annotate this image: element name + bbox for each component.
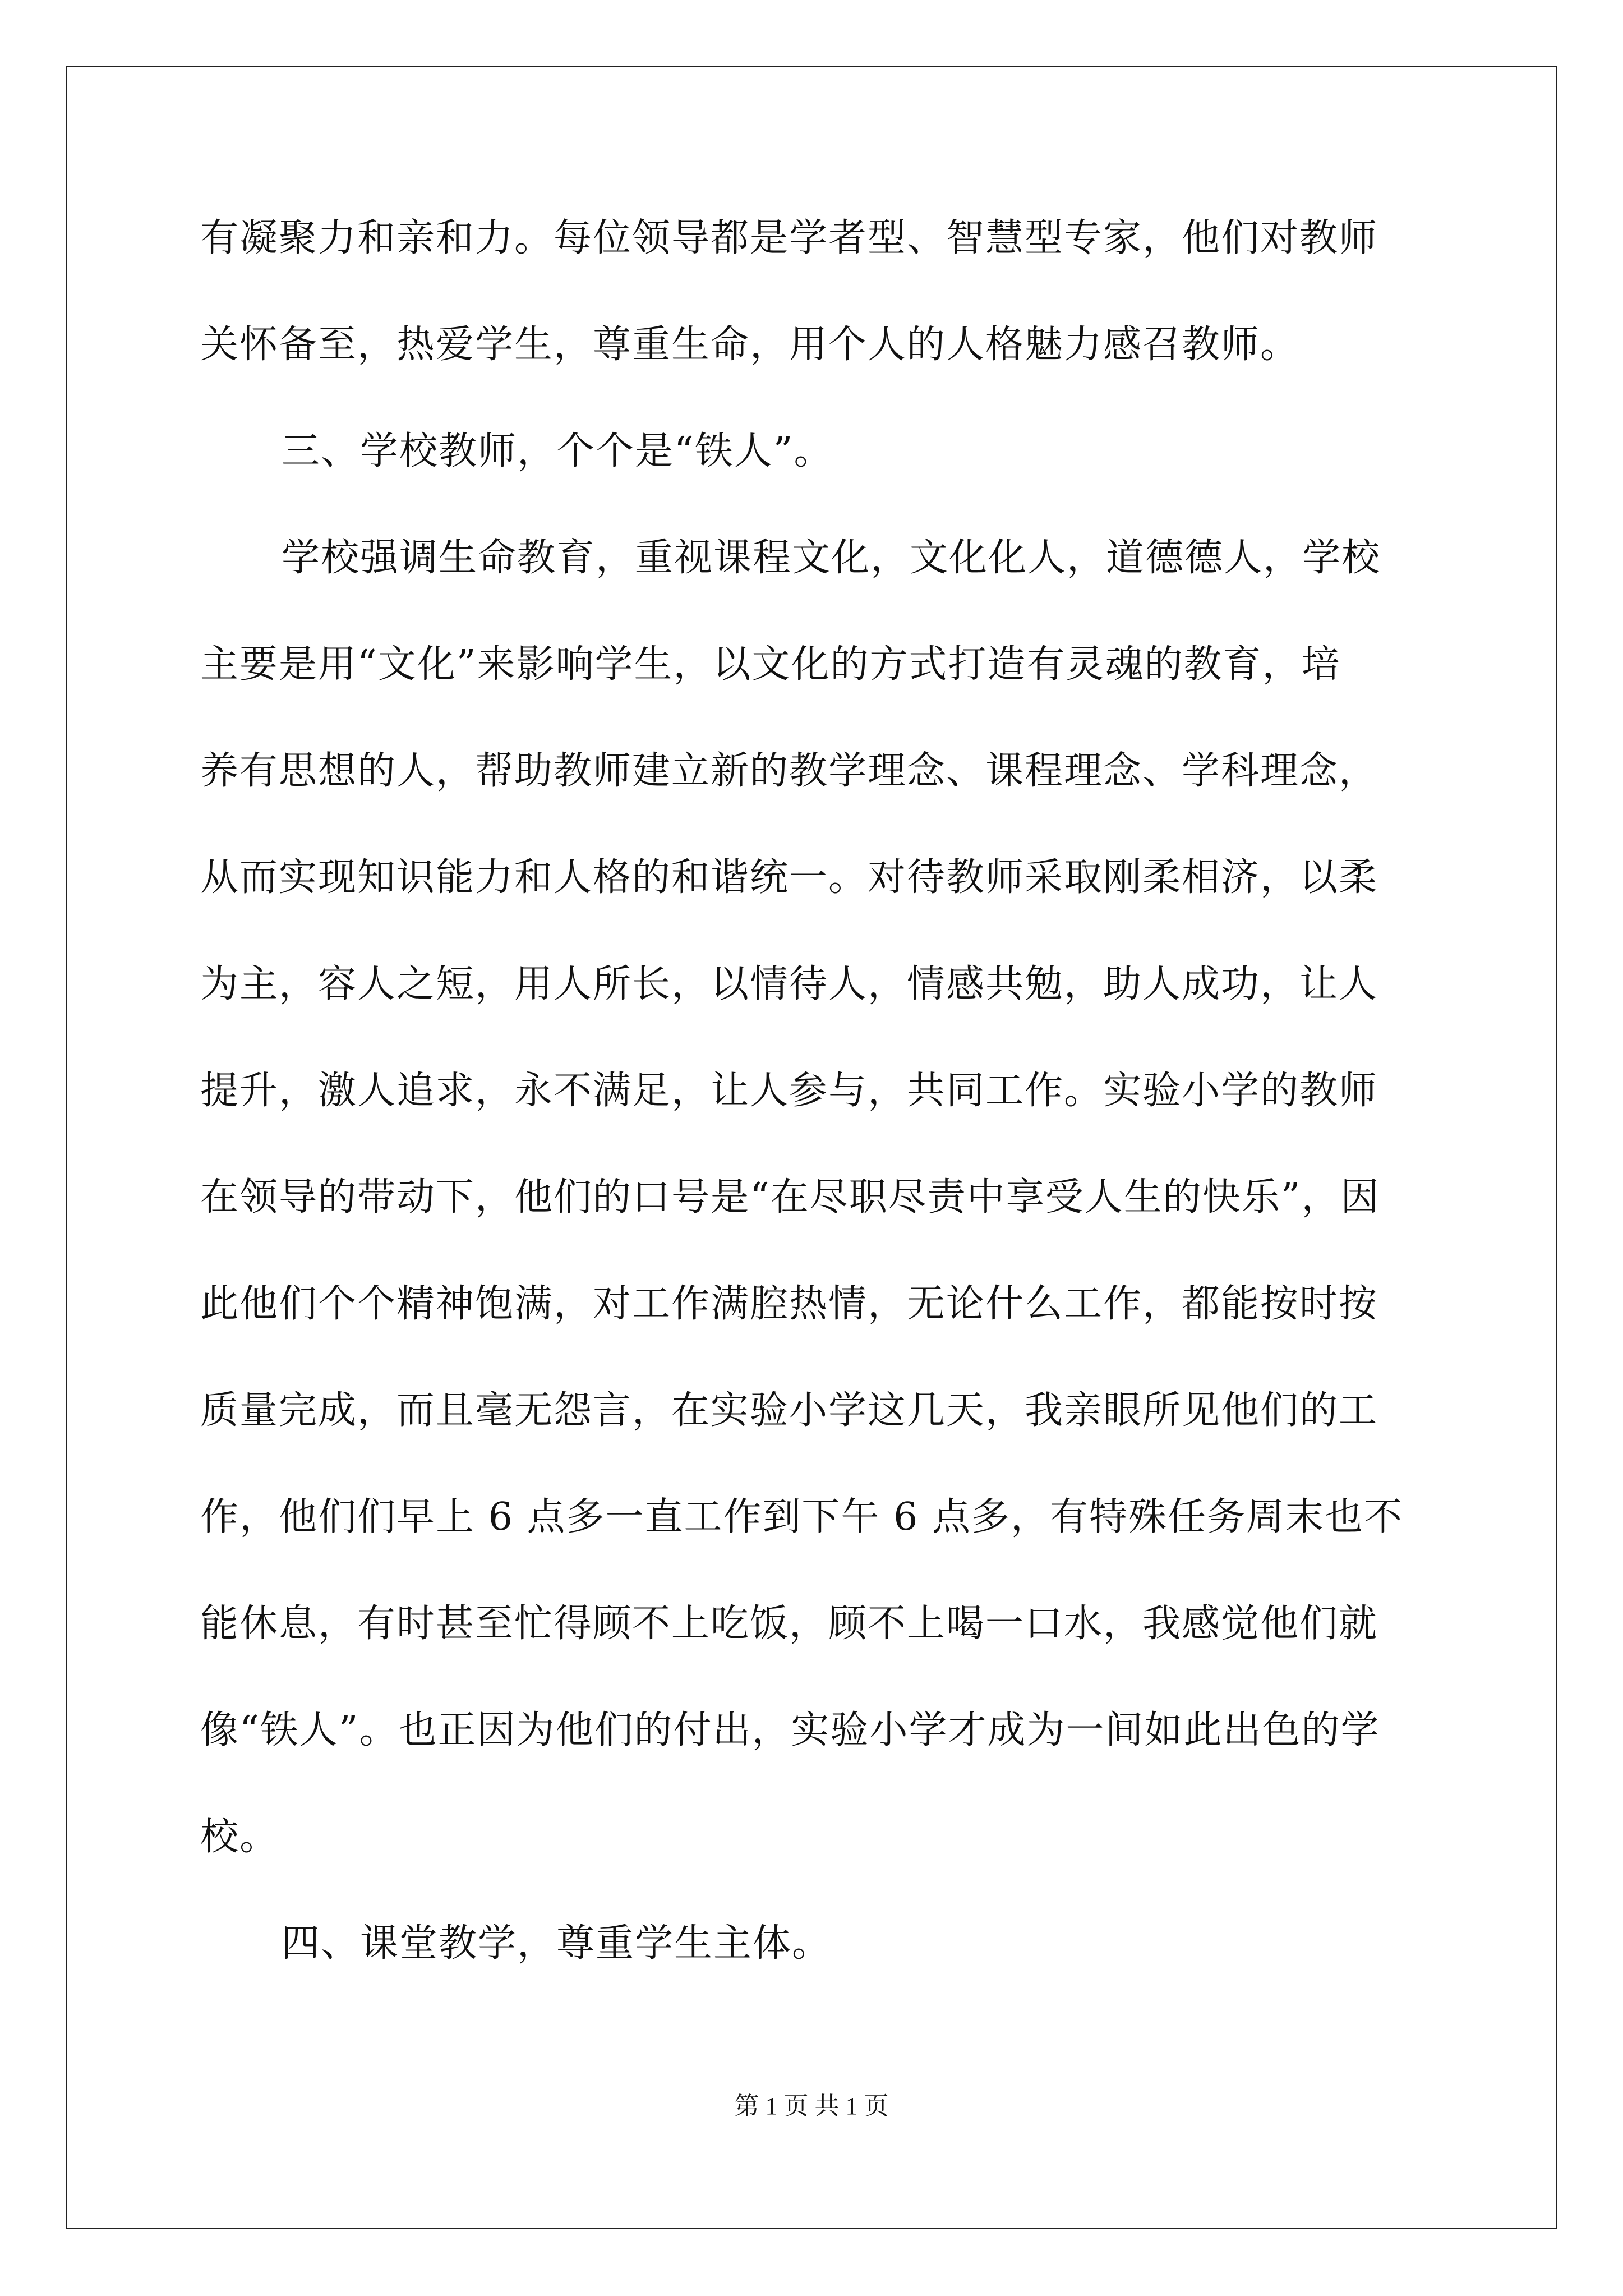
text-line: 此他们个个精神饱满，对工作满腔热情，无论什么工作，都能按时按 — [200, 1282, 1378, 1326]
section-heading: 四、课堂教学，尊重学生主体。 — [282, 1921, 832, 1966]
text-line: 像“铁人”。也正因为他们的付出，实验小学才成为一间如此出色的学 — [200, 1708, 1380, 1752]
text-line: 有凝聚力和亲和力。每位领导都是学者型、智慧型专家，他们对教师 — [200, 216, 1378, 260]
text-line: 主要是用“文化”来影响学生，以文化的方式打造有灵魂的教育，培 — [200, 642, 1341, 687]
text-line: 校。 — [200, 1815, 279, 1859]
page-border — [66, 66, 1557, 2229]
text-line: 为主，容人之短，用人所长，以情待人，情感共勉，助人成功，让人 — [200, 962, 1378, 1006]
text-line: 从而实现知识能力和人格的和谐统一。对待教师采取刚柔相济，以柔 — [200, 855, 1378, 900]
text-line: 能休息，有时甚至忙得顾不上吃饭，顾不上喝一口水，我感觉他们就 — [200, 1602, 1378, 1646]
paragraph-start: 学校强调生命教育，重视课程文化，文化化人，道德德人，学校 — [282, 536, 1381, 580]
text-line: 提升，激人追求，永不满足，让人参与，共同工作。实验小学的教师 — [200, 1069, 1378, 1113]
text-line: 在领导的带动下，他们的口号是“在尽职尽责中享受人生的快乐”，因 — [200, 1175, 1380, 1220]
text-line: 作，他们们早上 6 点多一直工作到下午 6 点多，有特殊任务周末也不 — [200, 1495, 1403, 1539]
section-heading: 三、学校教师，个个是“铁人”。 — [282, 429, 833, 473]
page-number-footer: 第 1 页 共 1 页 — [734, 2092, 889, 2120]
text-line: 养有思想的人，帮助教师建立新的教学理念、课程理念、学科理念， — [200, 749, 1378, 793]
text-line: 质量完成，而且毫无怨言，在实验小学这几天，我亲眼所见他们的工 — [200, 1388, 1378, 1433]
text-line: 关怀备至，热爱学生，尊重生命，用个人的人格魅力感召教师。 — [200, 323, 1300, 367]
